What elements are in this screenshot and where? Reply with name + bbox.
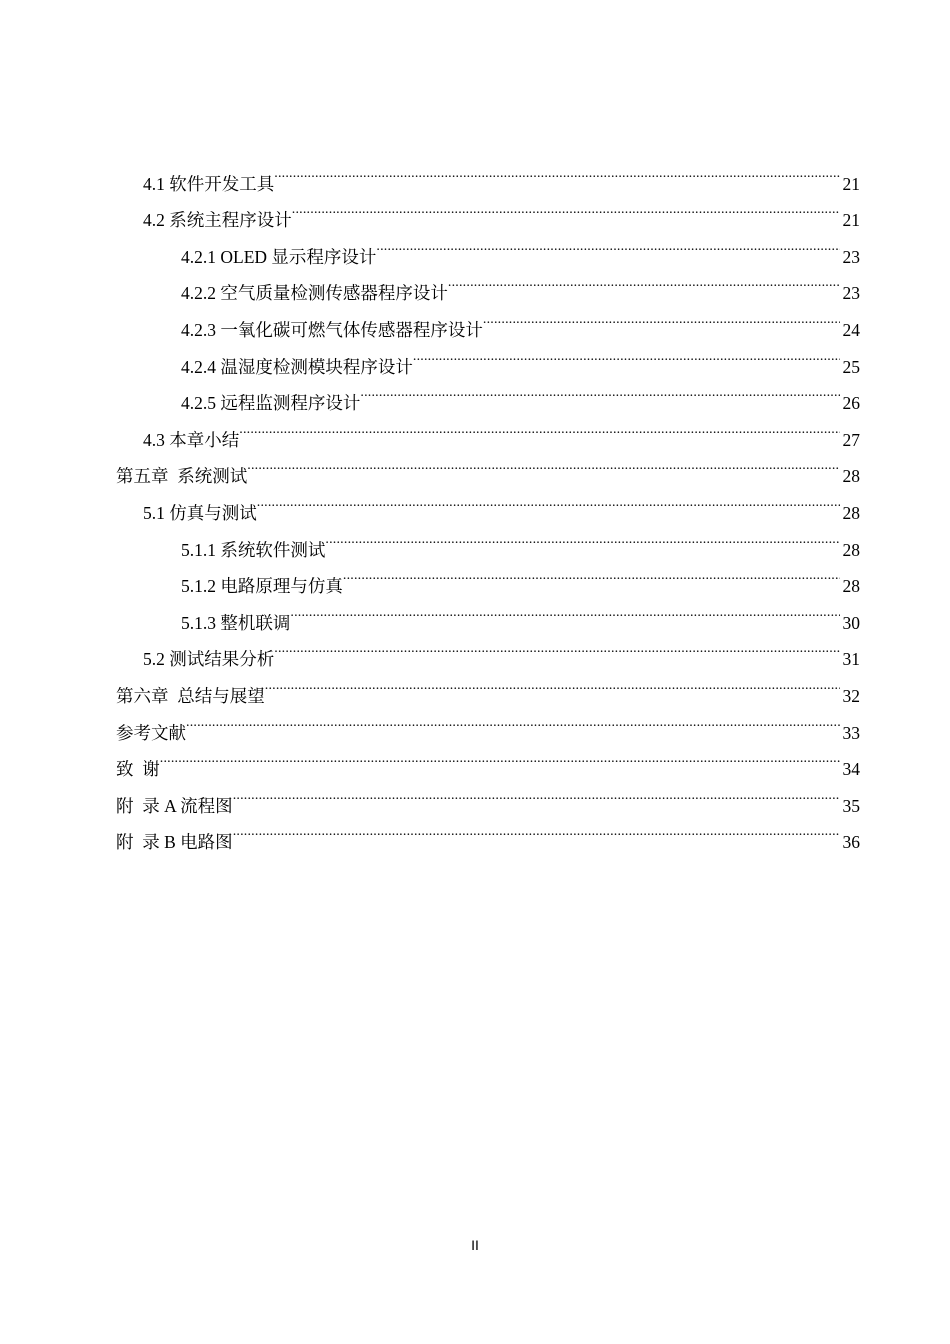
toc-dot-leader (160, 739, 840, 776)
toc-entry-title: 第六章 总结与展望 (116, 685, 265, 706)
toc-dot-leader (413, 336, 840, 373)
toc-entry-title: 4.1 软件开发工具 (143, 173, 275, 194)
toc-entry-page: 28 (842, 466, 860, 487)
toc-entry-page: 26 (842, 393, 860, 414)
toc-entry-page: 33 (842, 722, 860, 743)
toc-entry-title: 4.2.2 空气质量检测传感器程序设计 (181, 283, 448, 304)
toc-entry-page: 35 (842, 795, 860, 816)
toc-entry[interactable] (116, 153, 860, 194)
toc-entry-title: 致 谢 (116, 759, 160, 780)
toc-dot-leader (343, 556, 840, 593)
toc-entry-title: 5.2 测试结果分析 (143, 649, 275, 670)
toc-dot-leader (360, 373, 840, 410)
toc-dot-leader (292, 190, 840, 227)
toc-entry-page: 21 (842, 173, 860, 194)
toc-dot-leader (265, 665, 840, 702)
toc-entry-title: 4.2.5 远程监测程序设计 (181, 393, 361, 414)
toc-entry-title: 4.2 系统主程序设计 (143, 210, 292, 231)
toc-entry-page: 32 (842, 685, 860, 706)
toc-entry[interactable] (116, 702, 860, 743)
toc-entry-page: 28 (842, 539, 860, 560)
toc-entry-title: 5.1.2 电路原理与仿真 (181, 576, 343, 597)
toc-dot-leader (325, 519, 840, 556)
toc-entry[interactable] (116, 739, 860, 780)
toc-entry-title: 4.2.1 OLED 显示程序设计 (181, 246, 377, 267)
toc-dot-leader (483, 299, 840, 336)
toc-entry-page: 24 (842, 319, 860, 340)
toc-dot-leader (257, 482, 840, 519)
toc-dot-leader (274, 153, 840, 190)
toc-entry-title: 5.1.1 系统软件测试 (181, 539, 326, 560)
toc-entry[interactable] (116, 775, 860, 816)
toc-dot-leader (290, 592, 840, 629)
toc-entry-title: 4.2.3 一氧化碳可燃气体传感器程序设计 (181, 319, 483, 340)
toc-entry-page: 28 (842, 576, 860, 597)
toc-entry-title: 4.3 本章小结 (143, 429, 240, 450)
page-number: II (471, 1237, 479, 1253)
toc-entry-title: 附 录 A 流程图 (116, 795, 233, 816)
toc-dot-leader (233, 812, 840, 849)
toc-entry-title: 4.2.4 温湿度检测模块程序设计 (181, 356, 413, 377)
toc-dot-leader (448, 263, 840, 300)
toc-entry-title: 5.1.3 整机联调 (181, 612, 291, 633)
toc-entry-page: 36 (842, 832, 860, 853)
toc-entry-title: 参考文献 (116, 722, 186, 743)
toc-entry-page: 34 (842, 759, 860, 780)
toc-dot-leader (186, 702, 840, 739)
toc-entry-page: 28 (842, 502, 860, 523)
toc-dot-leader (239, 409, 840, 446)
toc-entry-title: 5.1 仿真与测试 (143, 502, 257, 523)
toc-dot-leader (274, 629, 840, 666)
toc-entry-page: 27 (842, 429, 860, 450)
toc-entry-title: 附 录 B 电路图 (116, 832, 233, 853)
toc-dot-leader (376, 226, 840, 263)
toc-entry-page: 30 (842, 612, 860, 633)
toc-entry-page: 23 (842, 246, 860, 267)
toc-entry-page: 21 (842, 210, 860, 231)
toc-entry-page: 23 (842, 283, 860, 304)
toc-entry-page: 25 (842, 356, 860, 377)
toc-entry-title: 第五章 系统测试 (116, 466, 248, 487)
table-of-contents (116, 153, 860, 853)
toc-dot-leader (247, 446, 840, 483)
toc-dot-leader (233, 775, 840, 812)
toc-entry-page: 31 (842, 649, 860, 670)
